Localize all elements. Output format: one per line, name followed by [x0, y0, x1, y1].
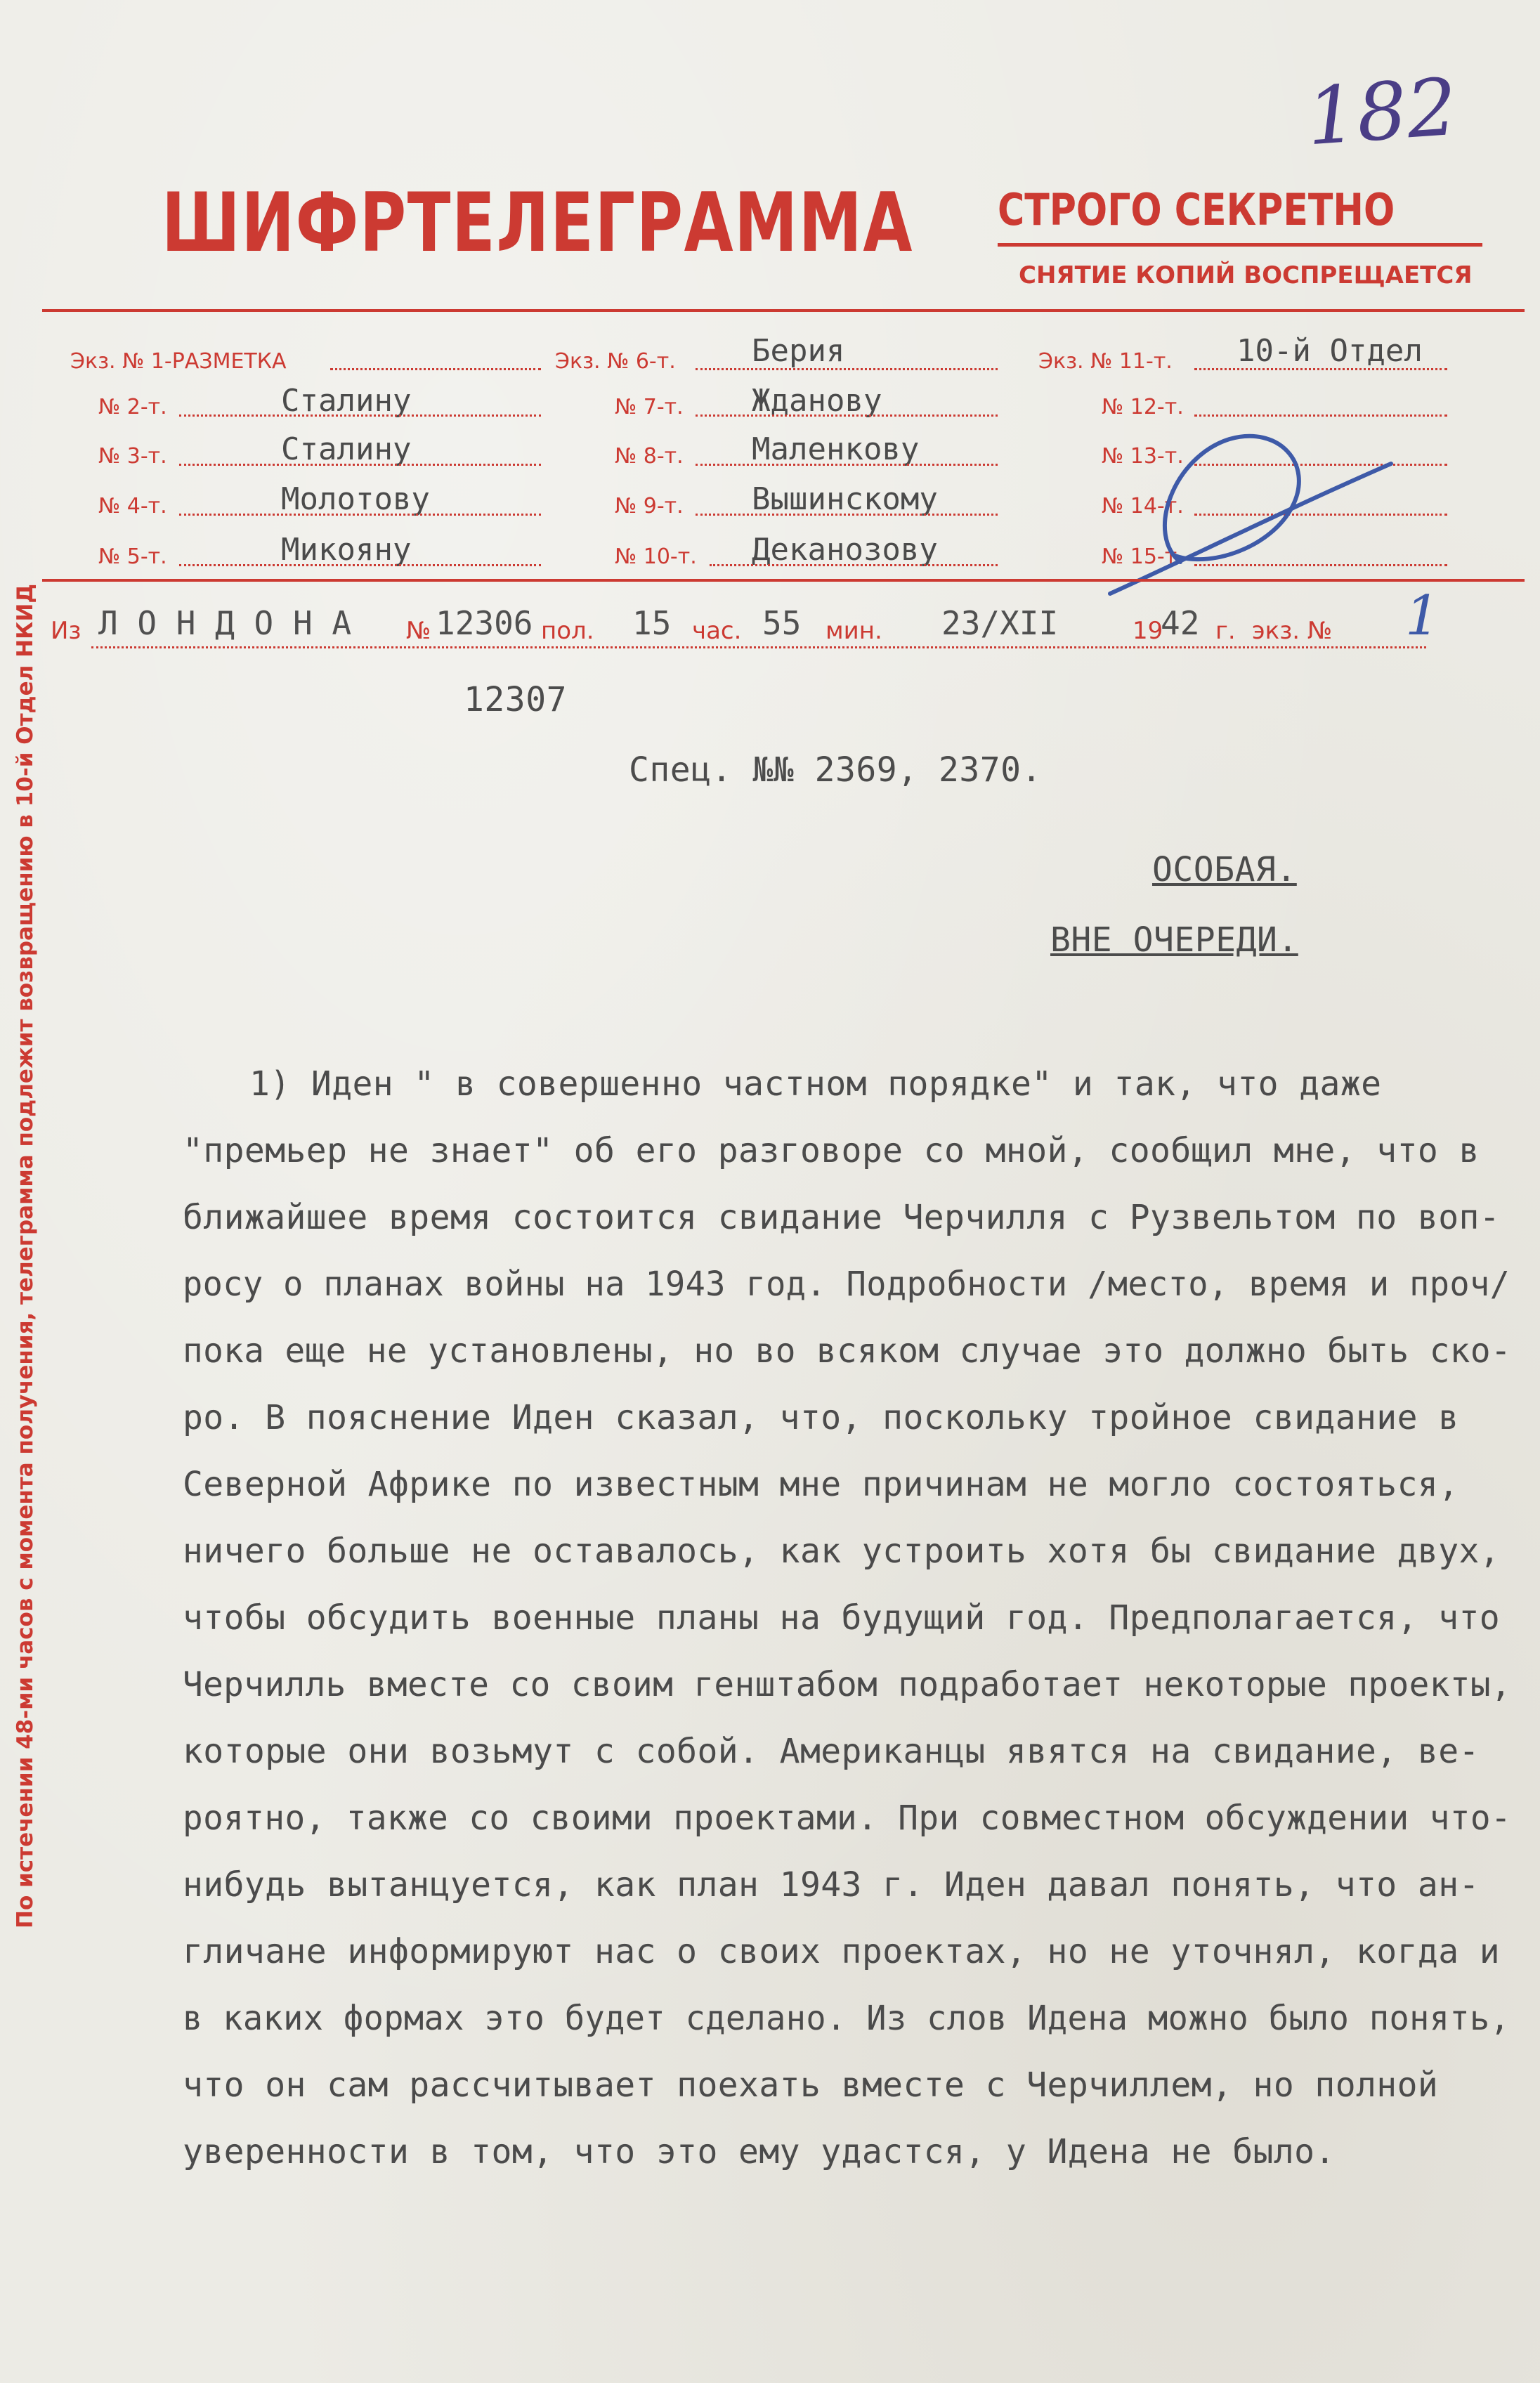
header-divider-top [42, 309, 1525, 312]
minute-label: мин. [826, 617, 882, 645]
body-line: чтобы обсудить военные планы на будущий год. Предполагается, что [183, 1598, 1501, 1638]
received-minute: 55 [762, 604, 802, 642]
fill-line [696, 514, 998, 516]
copy-label: № 15-т. [1102, 544, 1184, 569]
body-line: нибудь вытанцуется, как план 1943 г. Иден давал понять, что ан- [183, 1865, 1480, 1905]
recipient-name: Молотову [281, 481, 430, 517]
body-line: "премьер не знает" об его разговоре со мной, сообщил мне, что в [183, 1131, 1480, 1170]
recipient-name: Маленкову [752, 431, 920, 467]
fill-line [696, 414, 998, 417]
telegram-number: 12306 [436, 604, 533, 642]
special-numbers: Спец. №№ 2369, 2370. [629, 750, 1042, 790]
recipient-name: Сталину [281, 431, 412, 467]
year-label: г. [1215, 617, 1236, 645]
copy-label: № 8-т. [615, 444, 684, 469]
body-line: в каких формах это будет сделано. Из слов Идена можно было понять, [183, 1999, 1510, 2038]
body-line: которые они возьмут с собой. Американцы явятся на свидание, ве- [183, 1732, 1480, 1771]
copy-label: Экз. № 11-т. [1038, 349, 1173, 374]
body-line: гличане информируют нас о своих проектах, но не уточнял, когда и [183, 1932, 1501, 1971]
copy-label: № 4-т. [98, 494, 167, 518]
recipient-name: Вышинскому [752, 481, 938, 517]
fill-line [91, 646, 1426, 648]
fill-line [179, 514, 541, 516]
copy-label: № 3-т. [98, 444, 167, 469]
body-line: росу о планах войны на 1943 год. Подробности /место, время и проч/ [183, 1265, 1510, 1304]
received-year: 42 [1161, 604, 1200, 642]
copy-number-handwritten: 1 [1405, 585, 1440, 648]
copy-label: № 2-т. [98, 395, 167, 419]
recipient-name: Деканозову [752, 532, 938, 568]
received-label: пол. [541, 617, 594, 645]
document-title: ШИФРТЕЛЕГРАММА [162, 176, 913, 270]
copy-number-label: экз. № [1252, 617, 1333, 645]
copy-label: Экз. № 6-т. [555, 349, 676, 374]
copy-label: № 12-т. [1102, 395, 1184, 419]
copy-label: № 10-т. [615, 544, 697, 569]
recipient-name: 10-й Отдел [1236, 333, 1423, 369]
handwritten-pen-mark [1068, 400, 1405, 604]
classification-mark: СТРОГО СЕКРЕТНО [998, 184, 1395, 235]
body-line: ничего больше не оставалось, как устроить хотя бы свидание двух, [183, 1532, 1501, 1571]
hour-label: час. [692, 617, 742, 645]
body-line: ближайшее время состоится свидание Черчилля с Рузвельтом по воп- [183, 1198, 1501, 1237]
special-flag: ОСОБАЯ. [1152, 850, 1297, 889]
fill-line [696, 464, 998, 466]
fill-line [696, 368, 998, 370]
header-divider-bottom [42, 579, 1525, 582]
classification-underline [998, 243, 1482, 247]
body-line: что он сам рассчитывает поехать вместе с Черчиллем, но полной [183, 2065, 1439, 2105]
fill-line [1194, 368, 1447, 370]
received-date: 23/XII [941, 604, 1059, 642]
second-telegram-number: 12307 [464, 680, 567, 719]
fill-line [710, 564, 998, 566]
body-line: уверенности в том, что это ему удастся, у Идена не было. [183, 2132, 1336, 2172]
return-notice-vertical: По истечении 48-ми часов с момента получения, телеграмма подлежит возвращению в 10-й Отдел НКИД [13, 584, 38, 1928]
copy-label: № 7-т. [615, 395, 684, 419]
recipient-name: Жданову [752, 383, 882, 419]
fill-line [179, 564, 541, 566]
number-label: № [406, 617, 431, 645]
copy-label: Экз. № 1-РАЗМЕТКА [70, 349, 287, 374]
recipient-name: Берия [752, 333, 845, 369]
copy-prohibition-notice: СНЯТИЕ КОПИЙ ВОСПРЕЩАЕТСЯ [1019, 261, 1473, 289]
priority-flag: ВНЕ ОЧЕРЕДИ. [1050, 920, 1298, 960]
copy-label: № 5-т. [98, 544, 167, 569]
body-line: роятно, также со своими проектами. При совместном обсуждении что- [183, 1798, 1512, 1838]
handwritten-page-number: 182 [1303, 61, 1461, 164]
recipient-name: Микояну [281, 532, 412, 568]
copy-label: № 13-т. [1102, 444, 1184, 469]
fill-line [330, 368, 541, 370]
fill-line [179, 464, 541, 466]
body-line: 1) Иден " в совершенно частном порядке" и так, что даже [249, 1064, 1382, 1104]
recipient-name: Сталину [281, 383, 412, 419]
body-line: Северной Африке по известным мне причинам не могло состояться, [183, 1465, 1459, 1504]
copy-label: № 14-т. [1102, 494, 1184, 518]
year-prefix: 19 [1133, 617, 1163, 645]
body-line: ро. В пояснение Иден сказал, что, поскольку тройное свидание в [183, 1398, 1459, 1437]
from-label: Из [51, 617, 81, 645]
origin-city: Л О Н Д О Н А [98, 604, 352, 642]
fill-line [179, 414, 541, 417]
body-line: пока еще не установлены, но во всяком случае это должно быть ско- [183, 1331, 1512, 1371]
copy-label: № 9-т. [615, 494, 684, 518]
body-line: Черчилль вместе со своим генштабом подработает некоторые проекты, [183, 1665, 1512, 1704]
received-hour: 15 [632, 604, 672, 642]
